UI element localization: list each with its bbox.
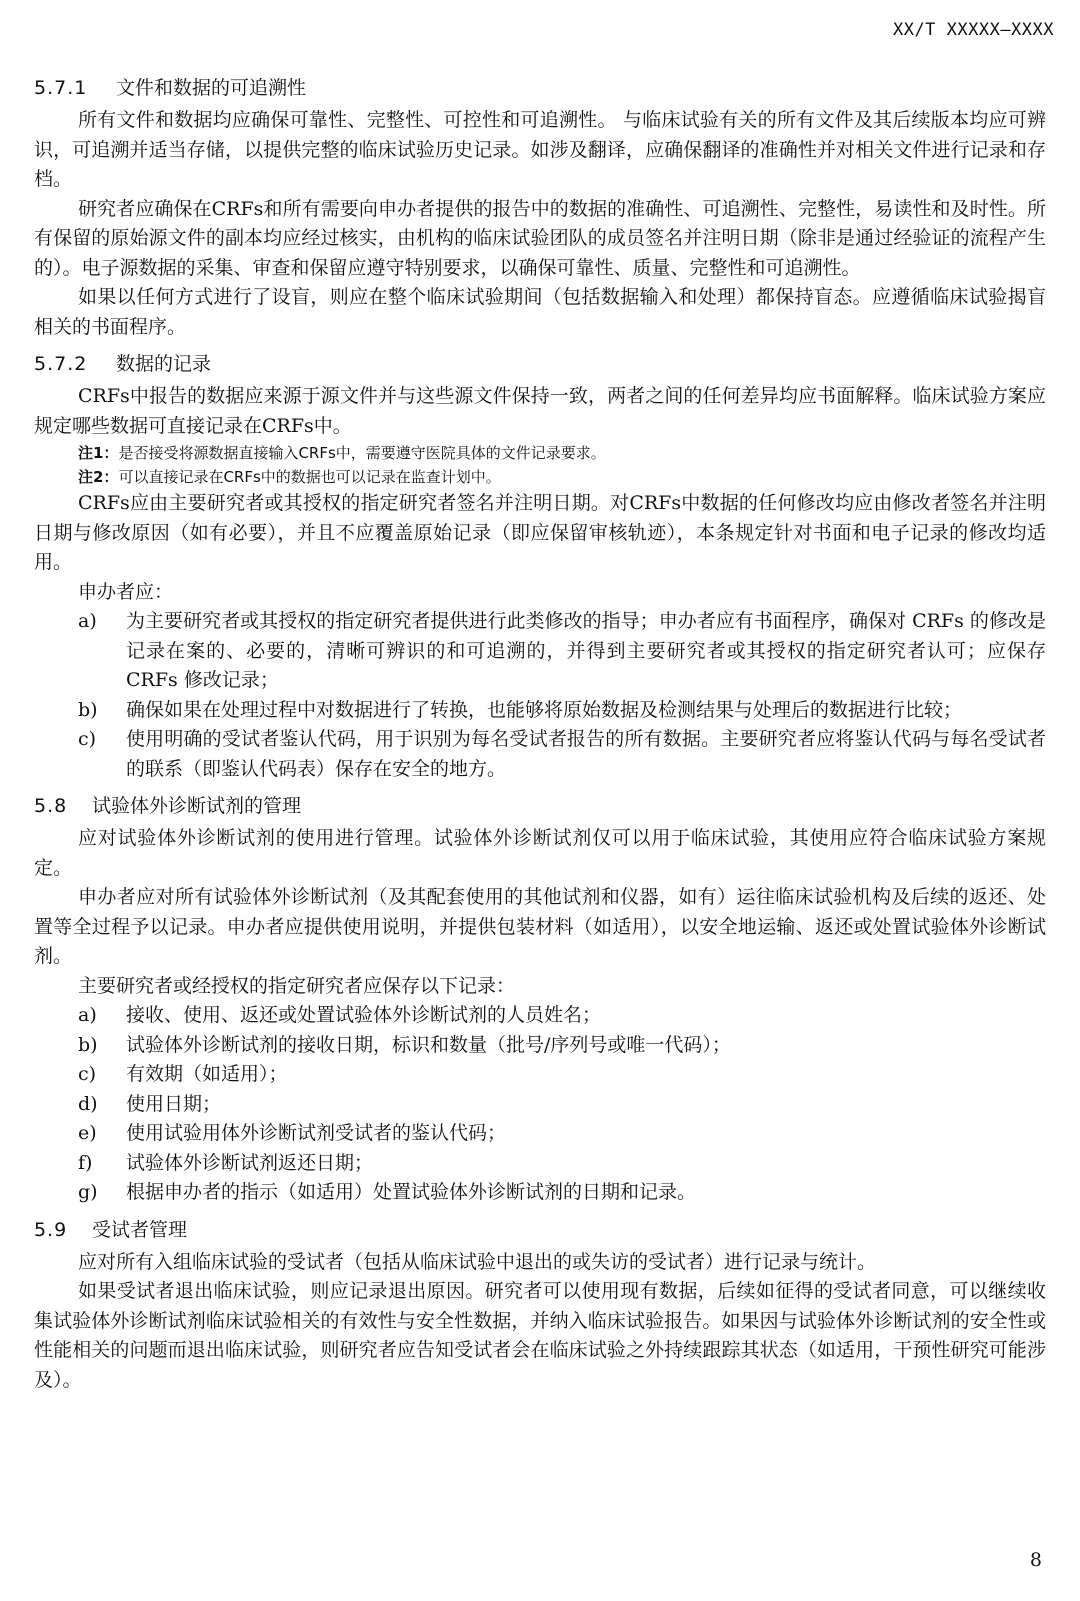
list-item — [34, 1178, 1046, 1208]
list-item-text: 接收、使用、返还或处置试验体外诊断试剂的人员姓名； — [126, 1004, 602, 1026]
paragraph: 应对所有入组临床试验的受试者（包括从临床试验中退出的或失访的受试者）进行记录与统计。 — [78, 1250, 877, 1273]
section-number: 5.9 — [34, 1218, 68, 1241]
list-marker: b) — [78, 698, 98, 721]
list-item — [34, 725, 1046, 784]
list-item-text: 为主要研究者或其授权的指定研究者提供进行此类修改的指导；申办者应有书面程序，确保对 CRFs 的修改是记录在案的、必要的，清晰可辨识的和可追溯的，并得到主要研究者或其授权的指定研究者认可；应保存 CRFs 修改记录； — [126, 610, 1046, 691]
list-item-text: 确保如果在处理过程中对数据进行了转换，也能够将原始数据及检测结果与处理后的数据进行比较； — [126, 698, 963, 721]
section-title: 试验体外诊断试剂的管理 — [92, 795, 302, 817]
paragraph: CRFs中报告的数据应来源于源文件并与这些源文件保持一致，两者之间的任何差异均应书面解释。临床试验方案应规定哪些数据可直接记录在CRFs中。 — [34, 385, 1046, 437]
paragraph: CRFs应由主要研究者或其授权的指定研究者签名并注明日期。对CRFs中数据的任何修改均应由修改者签名并注明日期与修改原因（如有必要），并且不应覆盖原始记录（即应保留审核轨迹），本条规定针对书面和电子记录的修改均适用。 — [34, 492, 1046, 573]
list-item — [34, 1119, 1046, 1149]
list-item-text: 有效期（如适用）； — [126, 1063, 288, 1085]
list-item-text: 试验体外诊断试剂返还日期； — [126, 1151, 374, 1174]
list-marker: e) — [78, 1122, 97, 1144]
note-2 — [34, 465, 1046, 489]
page-number: 8 — [1029, 1549, 1042, 1571]
list-marker: a) — [78, 1004, 97, 1026]
section-number: 5.7.2 — [34, 353, 88, 375]
note-label: 注1： — [78, 444, 119, 462]
paragraph: 申办者应对所有试验体外诊断试剂（及其配套使用的其他试剂和仪器，如有）运往临床试验机构及后续的返还、处置等全过程予以记录。申办者应提供使用说明，并提供包装材料（如适用），以安全地运输、返还或处置试验体外诊断试剂。 — [34, 886, 1046, 967]
paragraph: 如果以任何方式进行了设盲，则应在整个临床试验期间（包括数据输入和处理）都保持盲态。应遵循临床试验揭盲相关的书面程序。 — [34, 286, 1046, 338]
paragraph: 如果受试者退出临床试验，则应记录退出原因。研究者可以使用现有数据，后续如征得的受试者同意，可以继续收集试验体外诊断试剂临床试验相关的有效性与安全性数据，并纳入临床试验报告。如果因与试验体外诊断试剂的安全性或性能相关的问题而退出临床试验，则研究者应告知受试者会在临床试验之外持续跟踪其状态（如适用，干预性研究可能涉及）。 — [34, 1280, 1046, 1391]
section-number: 5.7.1 — [34, 77, 88, 99]
note-label: 注2： — [78, 468, 119, 486]
list-item-text: 使用试验用体外诊断试剂受试者的鉴认代码； — [126, 1122, 507, 1144]
paragraph: 申办者应： — [78, 580, 174, 603]
section-heading-5-7-2 — [34, 346, 1046, 382]
list-marker: c) — [78, 728, 97, 750]
list-item — [34, 1001, 1046, 1031]
document-code-header: XX/T XXXXX—XXXX — [892, 20, 1054, 40]
section-title: 数据的记录 — [116, 353, 212, 375]
section-heading-5-9 — [34, 1212, 1046, 1248]
list-marker: f) — [78, 1151, 93, 1174]
section-title: 受试者管理 — [92, 1218, 188, 1241]
list-item-text: 根据申办者的指示（如适用）处置试验体外诊断试剂的日期和记录。 — [126, 1181, 697, 1203]
note-text: 可以直接记录在CRFs中的数据也可以记录在监查计划中。 — [118, 468, 501, 486]
list-marker: b) — [78, 1033, 98, 1056]
list-item — [34, 1060, 1046, 1090]
list-item — [34, 1090, 1046, 1120]
list-item-text: 试验体外诊断试剂的接收日期，标识和数量（批号/序列号或唯一代码）； — [126, 1033, 731, 1056]
list-item-text: 使用明确的受试者鉴认代码，用于识别为每名受试者报告的所有数据。主要研究者应将鉴认代码与每名受试者的联系（即鉴认代码表）保存在安全的地方。 — [126, 728, 1046, 780]
list-item-text: 使用日期； — [126, 1092, 222, 1115]
list-item — [34, 1031, 1046, 1061]
note-1 — [34, 441, 1046, 465]
section-title: 文件和数据的可追溯性 — [116, 77, 307, 99]
paragraph: 应对试验体外诊断试剂的使用进行管理。试验体外诊断试剂仅可以用于临床试验，其使用应符合临床试验方案规定。 — [34, 827, 1046, 879]
list-item — [34, 1149, 1046, 1179]
paragraph: 主要研究者或经授权的指定研究者应保存以下记录： — [78, 974, 516, 997]
section-heading-5-7-1 — [34, 70, 1046, 106]
section-heading-5-8 — [34, 788, 1046, 824]
paragraph: 研究者应确保在CRFs和所有需要向申办者提供的报告中的数据的准确性、可追溯性、完整性，易读性和及时性。所有保留的原始源文件的副本均应经过核实，由机构的临床试验团队的成员签名并注明日期（除非是通过经验证的流程产生的）。电子源数据的采集、审查和保留应遵守特别要求，以确保可靠性、质量、完整性和可追溯性。 — [34, 197, 1046, 279]
list-item — [34, 696, 1046, 726]
note-text: 是否接受将源数据直接输入CRFs中，需要遵守医院具体的文件记录要求。 — [118, 444, 606, 462]
list-marker: a) — [78, 610, 97, 632]
paragraph: 所有文件和数据均应确保可靠性、完整性、可控性和可追溯性。 与临床试验有关的所有文件及其后续版本均应可辨识，可追溯并适当存储，以提供完整的临床试验历史记录。如涉及翻译，应确保翻译的准确性并对相关文件进行记录和存档。 — [34, 109, 1046, 190]
list-item — [34, 607, 1046, 696]
page-content — [34, 70, 1046, 1395]
list-marker: g) — [78, 1181, 98, 1203]
list-marker: d) — [78, 1092, 98, 1115]
list-marker: c) — [78, 1063, 97, 1085]
section-number: 5.8 — [34, 795, 68, 817]
